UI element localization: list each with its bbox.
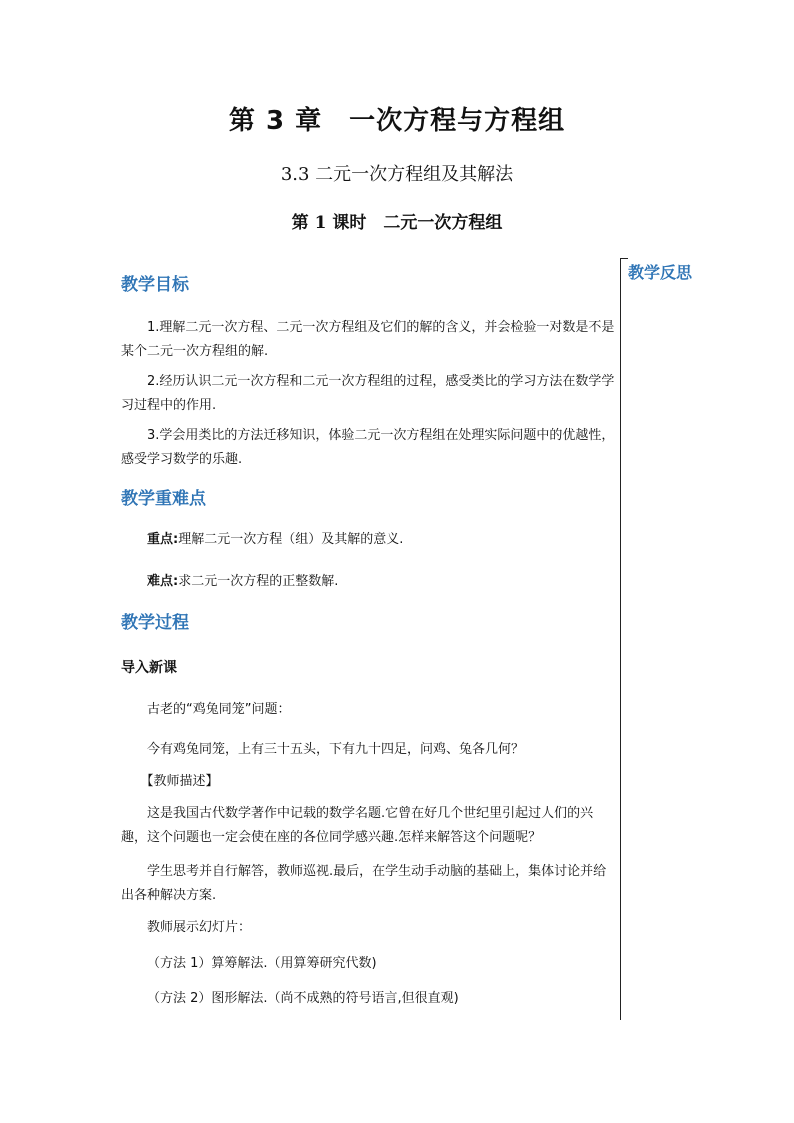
intro-heading: 导入新课 (121, 660, 177, 676)
difficulty-label: 难点: (147, 574, 179, 589)
process-paragraph: 古老的“鸡兔同笼”问题： (147, 702, 291, 717)
process-paragraph: 这是我国古代数学著作中记载的数学名题.它曾在好几个世纪里引起过人们的兴趣，这个问题也一定会使在座的各位同学感兴趣.怎样来解答这个问题呢？ (121, 806, 594, 845)
focus-text: 理解二元一次方程（组）及其解的意义. (178, 532, 404, 547)
lesson-title: 第 1 课时 二元一次方程组 (291, 213, 503, 233)
key-points-heading: 教学重难点 (121, 489, 206, 509)
section-title: 3.3 二元一次方程组及其解法 (280, 164, 514, 185)
process-heading: 教学过程 (121, 613, 189, 633)
column-divider (620, 258, 621, 1020)
process-paragraph: 学生思考并自行解答，教师巡视.最后，在学生动手动脑的基础上，集体讨论并给出各种解决方案. (121, 864, 607, 903)
process-paragraph: 教师展示幻灯片： (147, 920, 252, 935)
objectives-heading: 教学目标 (121, 275, 189, 295)
reflection-heading: 教学反思 (628, 263, 693, 282)
objective-item: 1.理解二元一次方程、二元一次方程组及它们的解的含义，并会检验一对数是不是某个二元一次方程组的解. (121, 320, 615, 359)
column-divider-top (620, 258, 628, 259)
objective-item: 3.学会用类比的方法迁移知识，体验二元一次方程组在处理实际问题中的优越性，感受学习数学的乐趣. (121, 428, 615, 467)
chapter-title: 第 3 章 一次方程与方程组 (228, 106, 566, 136)
focus-point (121, 528, 615, 552)
focus-label: 重点: (147, 532, 179, 547)
objective-item: 2.经历认识二元一次方程和二元一次方程组的过程，感受类比的学习方法在数学学习过程中的作用. (121, 374, 615, 413)
process-paragraph: 今有鸡兔同笼，上有三十五头，下有九十四足，问鸡、兔各几何？ (147, 742, 525, 757)
difficulty-text: 求二元一次方程的正整数解. (178, 574, 339, 589)
process-paragraph: 【教师描述】 (140, 774, 219, 789)
process-paragraph: （方法 2）图形解法.（尚不成熟的符号语言,但很直观) (147, 991, 459, 1006)
difficulty-point (121, 570, 615, 594)
process-paragraph: （方法 1）算筹解法.（用算筹研究代数) (147, 956, 377, 971)
